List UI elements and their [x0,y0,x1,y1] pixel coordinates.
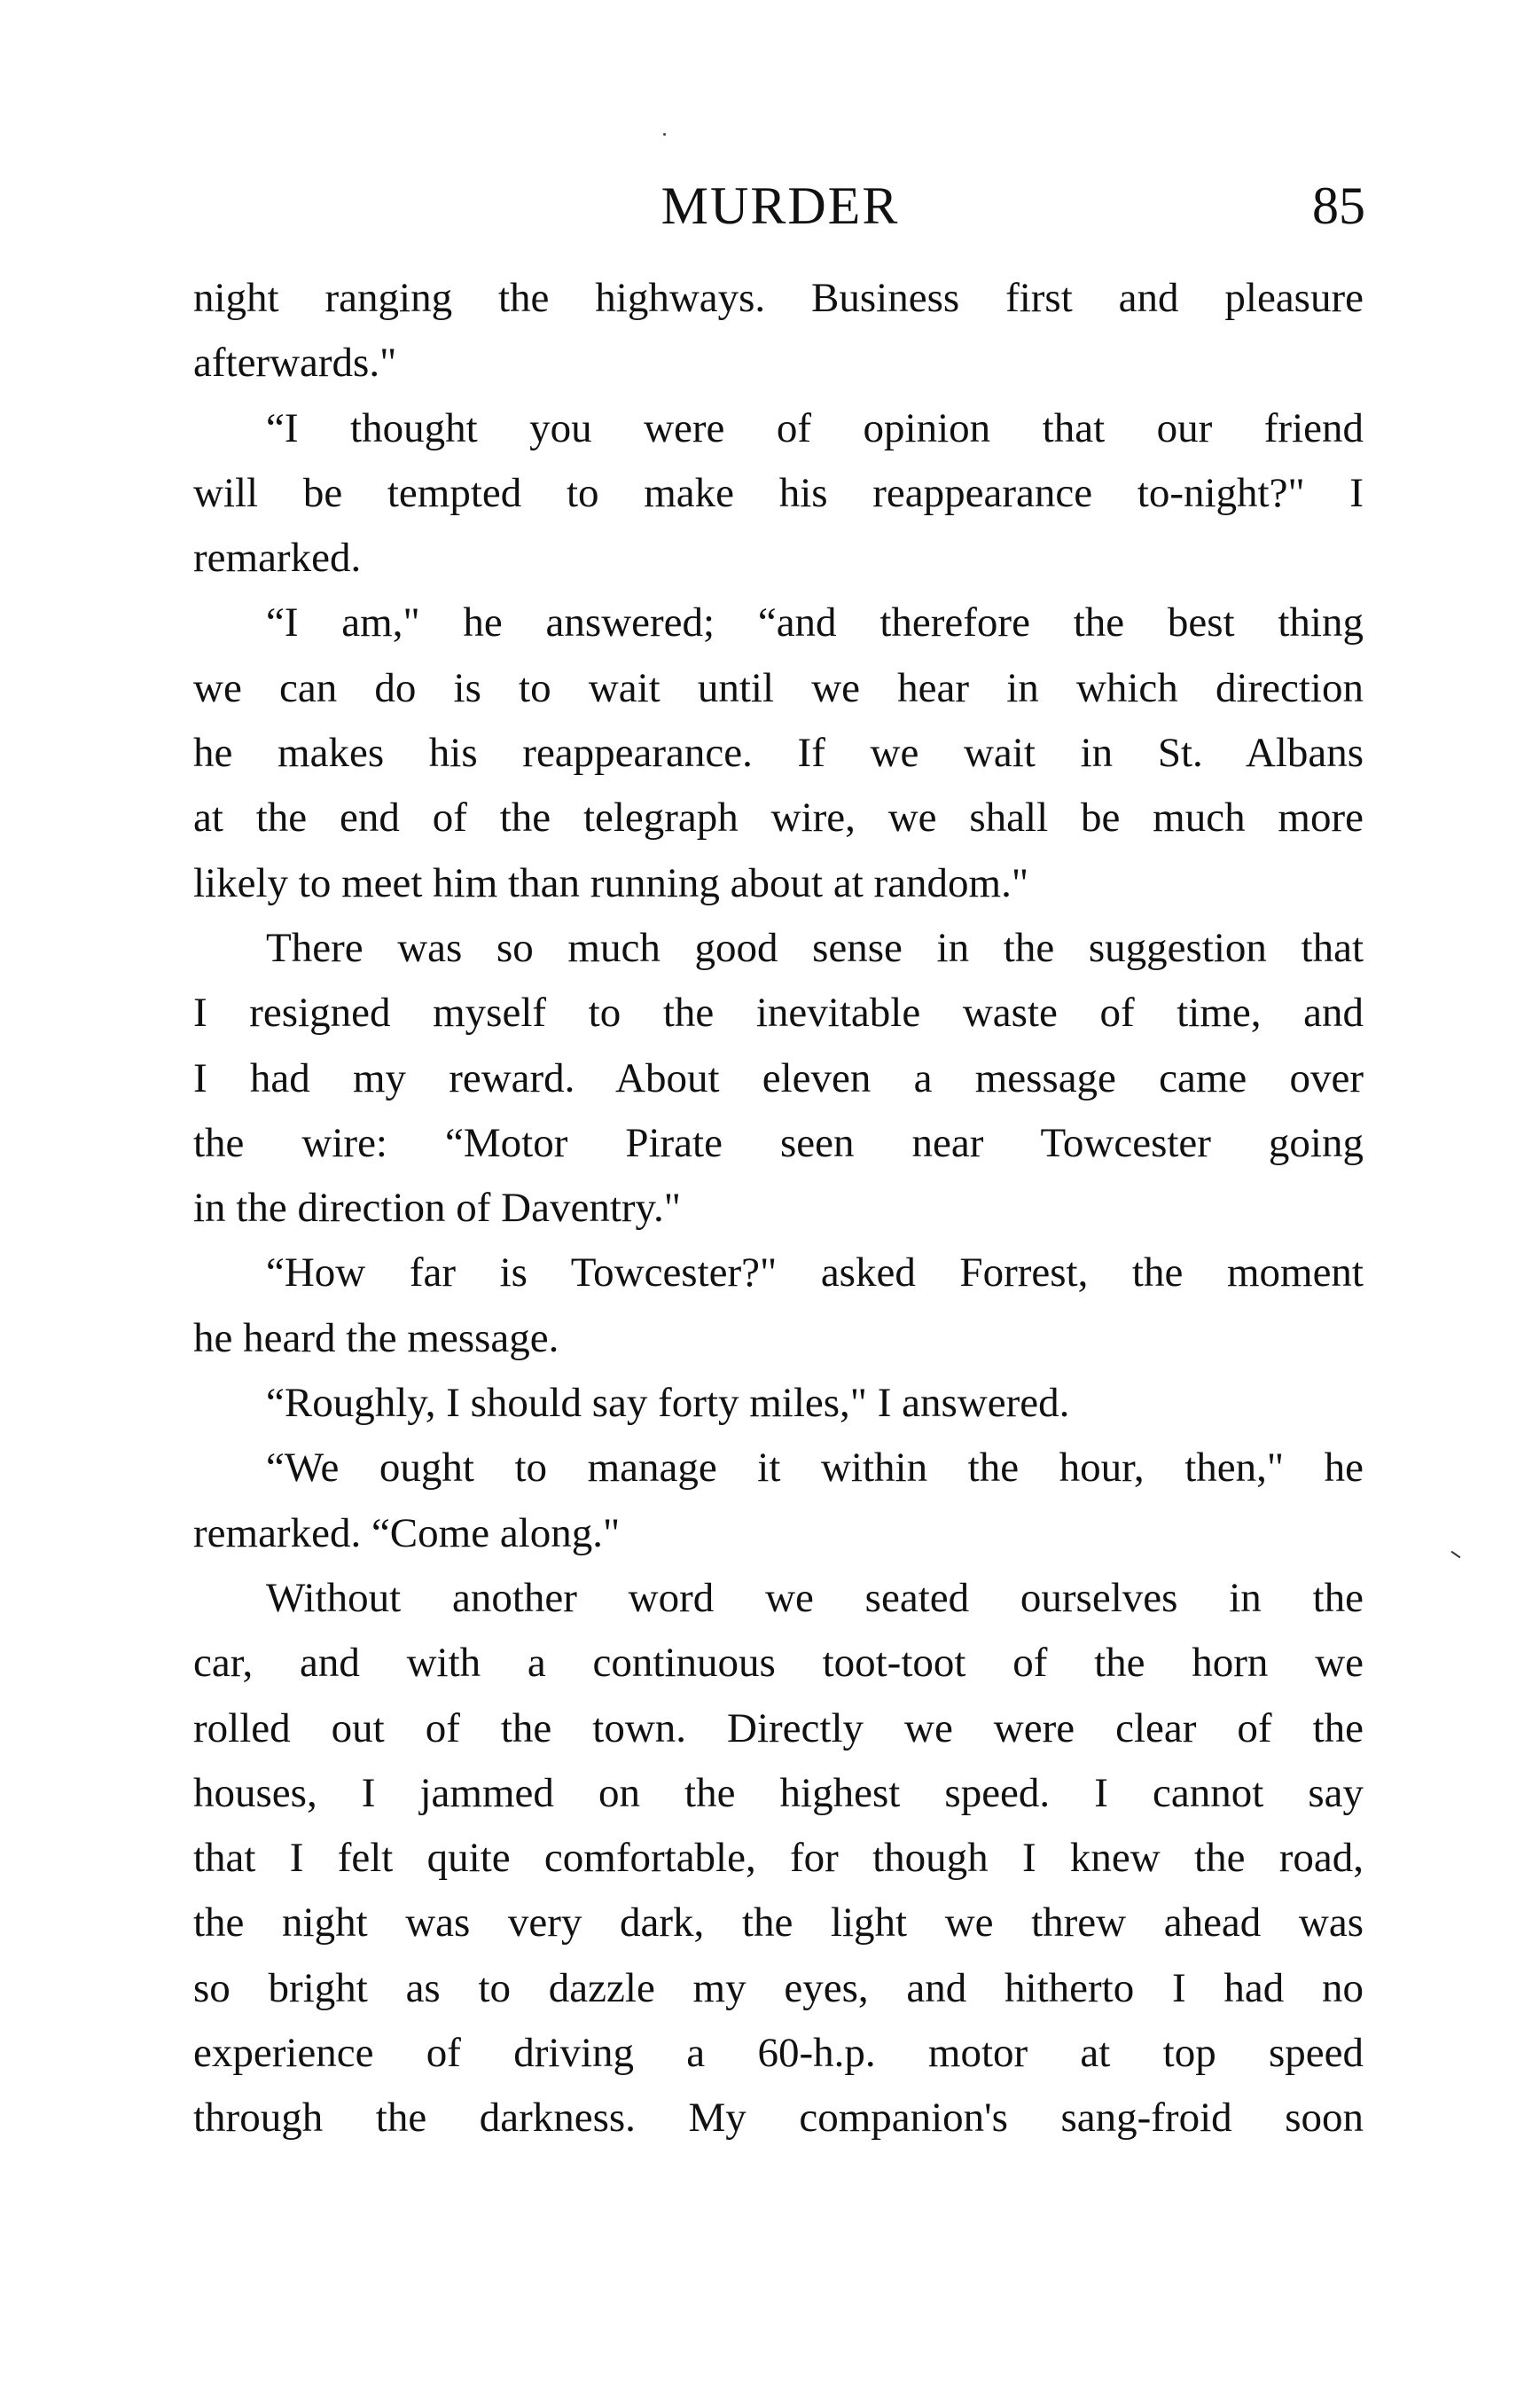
text-line: we can do is to wait until we hear in which direction [193,664,1364,711]
running-head: MURDER [661,176,900,235]
text-line: at the end of the telegraph wire, we shall be much more [193,795,1364,842]
text-line: I resigned myself to the inevitable waste of time, and [193,990,1364,1037]
text-line: he makes his reappearance. If we wait in St. Albans [193,730,1364,777]
text-line: car, and with a continuous toot-toot of the horn we [193,1640,1364,1687]
text-line: night ranging the highways. Business first and pleasure [193,275,1364,321]
text-line: through the darkness. My companion's sang-froid soon [193,2095,1364,2142]
text-line: in the direction of Daventry." [193,1185,681,1232]
text-line: I had my reward. About eleven a message came over [193,1054,1364,1101]
text-line: the wire: “Motor Pirate seen near Towcester going [193,1119,1364,1166]
text-line: “We ought to manage it within the hour, then," he [266,1445,1364,1492]
text-line: There was so much good sense in the suggestion that [266,924,1364,971]
text-line: afterwards." [193,340,397,387]
text-line: experience of driving a 60-h.p. motor at top speed [193,2030,1364,2077]
page-number: 85 [1312,176,1365,235]
page-header [195,170,1365,241]
text-line: “I am," he answered; “and therefore the best thing [266,599,1364,646]
text-line: likely to meet him than running about at random." [193,859,1029,906]
printer-dot [663,133,666,136]
text-line: rolled out of the town. Directly we were clear of the [193,1704,1364,1751]
text-line: so bright as to dazzle my eyes, and hitherto I had no [193,1964,1364,2011]
text-line: “I thought you were of opinion that our friend [266,404,1364,451]
text-line: will be tempted to make his reappearance to-night?" I [193,469,1364,516]
text-line: “Roughly, I should say forty miles," I answered. [266,1380,1070,1427]
text-line: remarked. “Come along." [193,1509,621,1556]
text-line: the night was very dark, the light we threw ahead was [193,1899,1364,1946]
text-line: remarked. [193,535,362,582]
text-line: houses, I jammed on the highest speed. I cannot say [193,1769,1364,1816]
text-line: “How far is Towcester?" asked Forrest, the moment [266,1249,1364,1296]
text-line: Without another word we seated ourselves in the [266,1574,1364,1621]
text-line: he heard the message. [193,1314,559,1361]
stray-ink-mark [1451,1551,1461,1559]
text-line: that I felt quite comfortable, for though I knew the road, [193,1835,1364,1882]
body-text [193,266,1364,2151]
